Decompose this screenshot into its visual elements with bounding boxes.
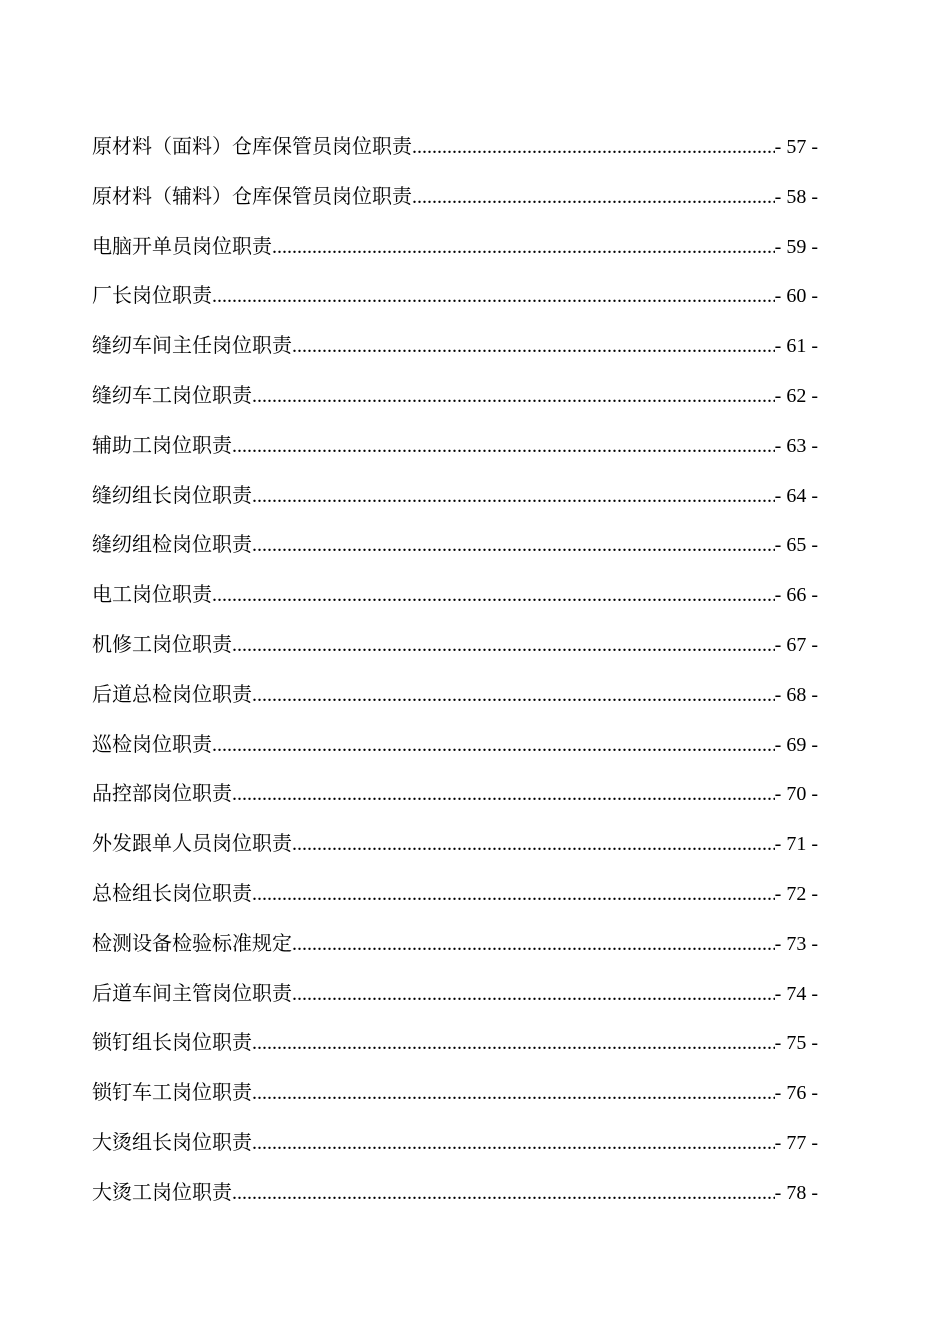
toc-entry-title: 外发跟单人员岗位职责	[92, 831, 292, 856]
toc-entry[interactable]	[92, 823, 818, 873]
toc-entry[interactable]	[92, 425, 818, 475]
toc-entry[interactable]	[92, 475, 818, 525]
toc-entry[interactable]	[92, 1172, 818, 1222]
toc-dot-leader	[252, 1073, 775, 1114]
toc-dot-leader	[252, 476, 775, 517]
toc-entry[interactable]	[92, 1022, 818, 1072]
toc-entry[interactable]	[92, 724, 818, 774]
toc-entry-page: - 68 -	[774, 683, 818, 706]
toc-dot-leader	[252, 525, 775, 566]
toc-entry-page: - 71 -	[774, 833, 818, 856]
toc-dot-leader	[292, 924, 775, 965]
toc-entry-page: - 69 -	[774, 733, 818, 756]
toc-entry[interactable]	[92, 574, 818, 624]
toc-dot-leader	[292, 326, 775, 367]
toc-dot-leader	[292, 824, 775, 865]
toc-entry[interactable]	[92, 1122, 818, 1172]
toc-entry-page: - 75 -	[774, 1032, 818, 1055]
toc-entry-title: 检测设备检验标准规定	[92, 930, 292, 955]
toc-entry-title: 原材料（面料）仓库保管员岗位职责	[92, 134, 412, 158]
toc-entry-title: 巡检岗位职责	[92, 731, 212, 756]
table-of-contents	[92, 126, 818, 1222]
toc-entry-title: 机修工岗位职责	[92, 631, 232, 656]
toc-entry-title: 大烫工岗位职责	[92, 1179, 232, 1204]
toc-entry-title: 品控部岗位职责	[92, 781, 232, 806]
toc-entry-title: 辅助工岗位职责	[92, 432, 232, 457]
toc-dot-leader	[232, 625, 775, 666]
toc-dot-leader	[212, 725, 775, 766]
toc-entry-page: - 77 -	[774, 1131, 818, 1154]
toc-entry-title: 总检组长岗位职责	[92, 880, 252, 905]
toc-entry[interactable]	[92, 375, 818, 425]
toc-entry-title: 缝纫车间主任岗位职责	[92, 333, 292, 358]
toc-entry-page: - 57 -	[774, 136, 818, 158]
toc-dot-leader	[232, 1173, 775, 1214]
toc-entry-title: 后道车间主管岗位职责	[92, 980, 292, 1005]
toc-entry[interactable]	[92, 1072, 818, 1122]
toc-entry[interactable]	[92, 275, 818, 325]
toc-entry-page: - 60 -	[774, 285, 818, 308]
toc-entry-title: 缝纫组检岗位职责	[92, 532, 252, 557]
toc-entry-title: 原材料（辅料）仓库保管员岗位职责	[92, 183, 412, 208]
toc-dot-leader	[252, 874, 775, 915]
toc-entry-page: - 72 -	[774, 882, 818, 905]
toc-entry[interactable]	[92, 773, 818, 823]
toc-entry[interactable]	[92, 524, 818, 574]
toc-entry[interactable]	[92, 873, 818, 923]
toc-dot-leader	[412, 127, 775, 168]
toc-entry-page: - 59 -	[774, 235, 818, 258]
toc-entry-title: 缝纫组长岗位职责	[92, 482, 252, 507]
toc-entry-page: - 78 -	[774, 1181, 818, 1204]
toc-entry-page: - 58 -	[774, 185, 818, 208]
toc-entry-page: - 64 -	[774, 484, 818, 507]
toc-entry[interactable]	[92, 126, 818, 176]
toc-entry-page: - 76 -	[774, 1082, 818, 1105]
toc-entry-title: 电工岗位职责	[92, 582, 212, 607]
toc-entry[interactable]	[92, 624, 818, 674]
toc-dot-leader	[212, 276, 775, 317]
toc-dot-leader	[232, 426, 775, 467]
toc-dot-leader	[252, 1023, 775, 1064]
toc-entry-page: - 74 -	[774, 982, 818, 1005]
toc-entry-title: 后道总检岗位职责	[92, 681, 252, 706]
toc-entry-page: - 65 -	[774, 534, 818, 557]
toc-entry-page: - 63 -	[774, 434, 818, 457]
toc-entry-page: - 62 -	[774, 384, 818, 407]
toc-entry-title: 缝纫车工岗位职责	[92, 382, 252, 407]
toc-entry-page: - 67 -	[774, 633, 818, 656]
toc-entry-title: 大烫组长岗位职责	[92, 1129, 252, 1154]
toc-entry-page: - 73 -	[774, 932, 818, 955]
toc-entry[interactable]	[92, 923, 818, 973]
toc-entry[interactable]	[92, 674, 818, 724]
toc-dot-leader	[212, 575, 775, 616]
toc-dot-leader	[252, 376, 775, 417]
toc-dot-leader	[292, 974, 775, 1015]
toc-entry-page: - 70 -	[774, 783, 818, 806]
toc-entry[interactable]	[92, 973, 818, 1023]
toc-dot-leader	[412, 177, 775, 218]
toc-entry-page: - 66 -	[774, 584, 818, 607]
toc-entry-title: 锁钉车工岗位职责	[92, 1080, 252, 1105]
toc-entry-title: 锁钉组长岗位职责	[92, 1030, 252, 1055]
toc-dot-leader	[252, 1123, 775, 1164]
toc-dot-leader	[272, 227, 775, 268]
toc-entry[interactable]	[92, 226, 818, 276]
toc-entry-title: 厂长岗位职责	[92, 283, 212, 308]
toc-entry-title: 电脑开单员岗位职责	[92, 233, 272, 258]
toc-entry-page: - 61 -	[774, 335, 818, 358]
toc-entry[interactable]	[92, 325, 818, 375]
toc-dot-leader	[232, 774, 775, 815]
toc-entry[interactable]	[92, 176, 818, 226]
toc-dot-leader	[252, 675, 775, 716]
